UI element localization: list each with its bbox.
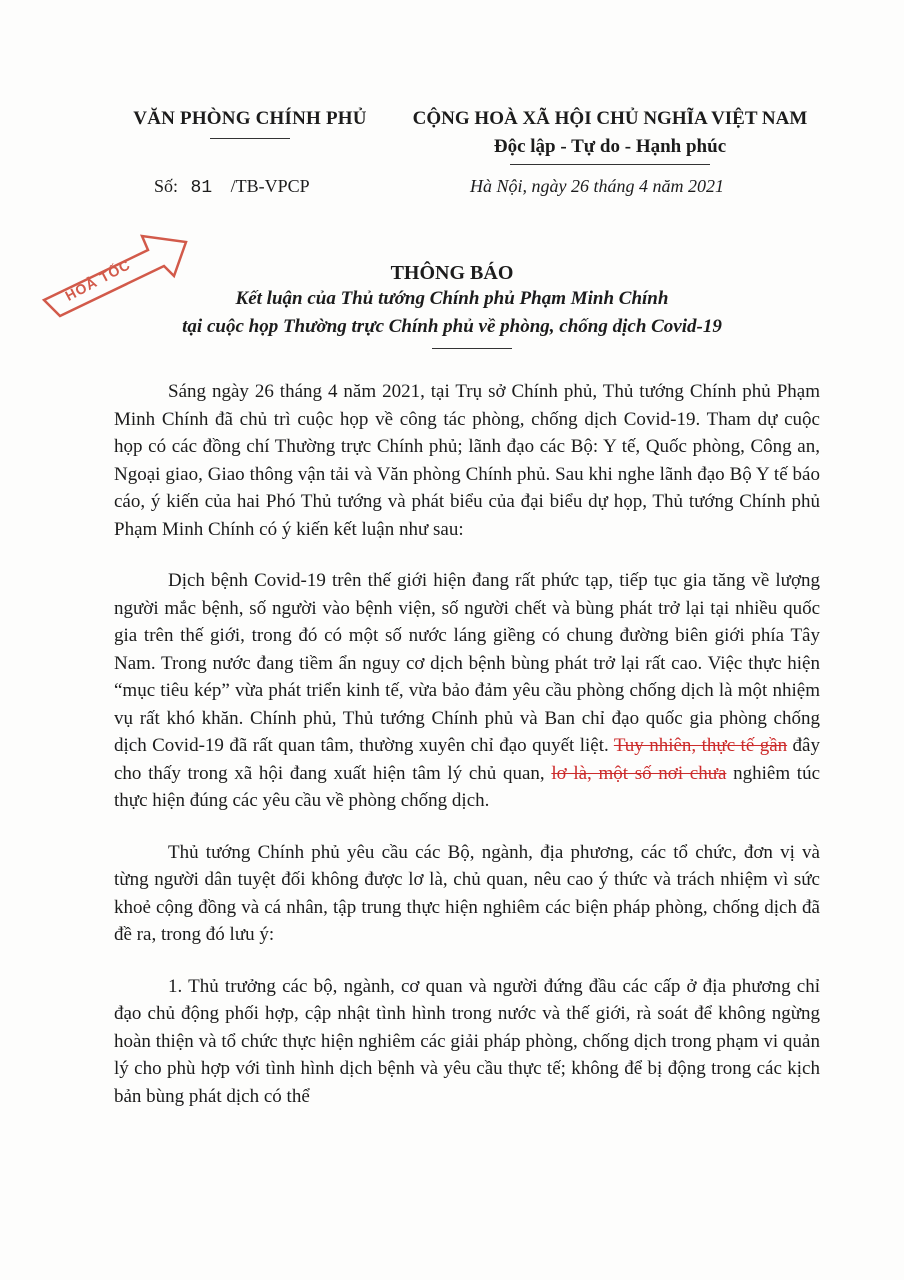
paragraph-text: nghiêm túc thực hiện đúng các yêu cầu về phòng chống dịch. [114, 762, 821, 811]
document-number [154, 176, 310, 198]
agency-underline [210, 138, 290, 139]
number-label: Số: [154, 176, 179, 196]
place-date: Hà Nội, ngày 26 tháng 4 năm 2021 [470, 176, 724, 196]
motto-underline [510, 164, 710, 165]
national-motto: Độc lập - Tự do - Hạnh phúc [493, 136, 727, 157]
agency-name: VĂN PHÒNG CHÍNH PHỦ [133, 108, 367, 129]
paragraph-requirements: Thủ tướng Chính phủ yêu cầu các Bộ, ngành, địa phương, các tổ chức, đơn vị và từng người dân tuyệt đối không được lơ là, chủ quan, nêu cao ý thức và trách nhiệm vì sức khoẻ cộng đồng và cá nhân, tập trung thực hiện nghiêm các biện pháp phòng, chống dịch đã đề ra, trong đó lưu ý: [114, 841, 820, 945]
red-marked-text: lơ là, một số nơi chưa [551, 762, 727, 784]
document-subtitle-line1: Kết luận của Thủ tướng Chính phủ Phạm Minh Chính [235, 288, 669, 309]
national-header [380, 108, 840, 165]
paragraph-item-1: 1. Thủ trưởng các bộ, ngành, cơ quan và người đứng đầu các cấp ở địa phương chỉ đạo chủ động phối hợp, cập nhật tình hình trong nước và thế giới, rà soát để không ngừng hoàn thiện và tổ chức thực hiện nghiêm các giải pháp phòng, chống dịch trong phạm vi quản lý cho phù hợp với tình hình dịch bệnh và yêu cầu thực tế; không để bị động trong các kịch bản bùng phát dịch có thể [114, 975, 820, 1107]
paragraph-text: đây cho thấy trong xã hội đang xuất hiện tâm lý chủ quan, [114, 735, 820, 784]
title-underline [432, 348, 512, 349]
paragraph-intro: Sáng ngày 26 tháng 4 năm 2021, tại Trụ sở Chính phủ, Thủ tướng Chính phủ Phạm Minh Chính đã chủ trì cuộc họp về công tác phòng, chống dịch Covid-19. Tham dự cuộc họp có các đồng chí Thường trực Chính phủ; lãnh đạo các Bộ: Y tế, Quốc phòng, Công an, Ngoại giao, Giao thông vận tải và Văn phòng Chính phủ. Sau khi nghe lãnh đạo Bộ Y tế báo cáo, ý kiến của hai Phó Thủ tướng và phát biểu của đại biểu dự họp, Thủ tướng Chính phủ Phạm Minh Chính có ý kiến kết luận như sau: [114, 381, 820, 540]
document-title: THÔNG BÁO [390, 262, 514, 284]
document-subtitle-line2: tại cuộc họp Thường trực Chính phủ về phòng, chống dịch Covid-19 [182, 316, 722, 337]
paragraph-text: Dịch bệnh Covid-19 trên thế giới hiện đang rất phức tạp, tiếp tục gia tăng về lượng người mắc bệnh, số người vào bệnh viện, số người chết và bùng phát trở lại tại nhiều quốc gia trên thế giới, trong đó có một số nước láng giềng có chung đường biên giới phía Tây Nam. Trong nước đang tiềm ẩn nguy cơ dịch bệnh bùng phát trở lại rất cao. Việc thực hiện “mục tiêu kép” vừa phát triển kinh tế, vừa bảo đảm yêu cầu phòng chống dịch là một nhiệm vụ rất khó khăn. Chính phủ, Thủ tướng Chính phủ và Ban chỉ đạo quốc gia phòng chống dịch Covid-19 đã rất quan tâm, thường xuyên chỉ đạo quyết liệt. [114, 570, 820, 756]
red-marked-text: Tuy nhiên, thực tế gần [613, 735, 788, 756]
number-value: 81 [190, 178, 213, 198]
issuing-agency [120, 108, 380, 139]
stamp-text: HOẢ TỐC [62, 256, 134, 304]
nation-name: CỘNG HOÀ XÃ HỘI CHỦ NGHĨA VIỆT NAM [412, 108, 808, 129]
document-body [114, 378, 820, 1134]
number-code: /TB-VPCP [230, 176, 310, 196]
paragraph-situation [114, 567, 820, 815]
